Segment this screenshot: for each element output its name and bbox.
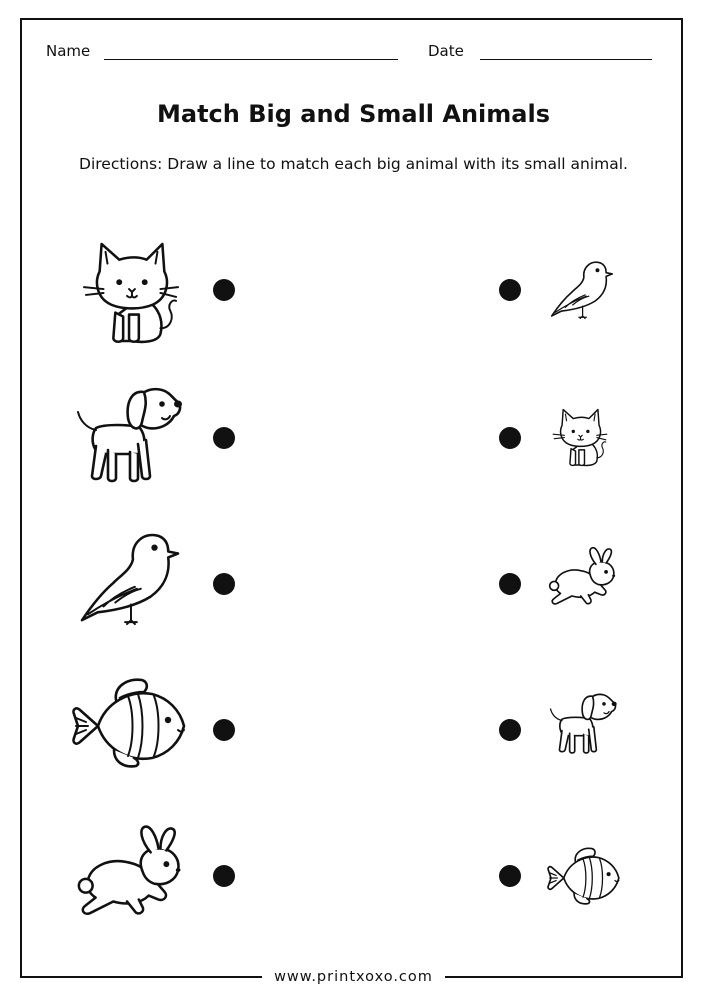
match-dot-left[interactable]: [213, 279, 235, 301]
date-field[interactable]: [480, 59, 652, 60]
bird-icon: [548, 258, 616, 322]
match-dot-right[interactable]: [499, 719, 521, 741]
match-dot-left[interactable]: [213, 719, 235, 741]
match-dot-right[interactable]: [499, 427, 521, 449]
page-title: Match Big and Small Animals: [157, 100, 550, 128]
directions-text: Directions: Draw a line to match each big animal with its small animal.: [79, 155, 628, 173]
match-dot-right[interactable]: [499, 865, 521, 887]
rabbit-icon: [544, 544, 620, 610]
name-label: Name: [46, 42, 91, 60]
match-dot-left[interactable]: [213, 865, 235, 887]
fish-icon: [68, 676, 188, 776]
dog-icon: [548, 690, 618, 756]
footer: [0, 966, 707, 985]
dog-icon: [74, 384, 184, 484]
cat-icon: [552, 404, 608, 470]
match-dot-right[interactable]: [499, 279, 521, 301]
date-label: Date: [428, 42, 464, 60]
name-field[interactable]: [104, 59, 398, 60]
cat-icon: [82, 238, 180, 346]
fish-icon: [544, 846, 622, 910]
match-dot-left[interactable]: [213, 573, 235, 595]
rabbit-icon: [70, 822, 188, 922]
match-dot-right[interactable]: [499, 573, 521, 595]
footer-website: www.printxoxo.com: [262, 969, 445, 985]
bird-icon: [76, 530, 184, 628]
match-dot-left[interactable]: [213, 427, 235, 449]
